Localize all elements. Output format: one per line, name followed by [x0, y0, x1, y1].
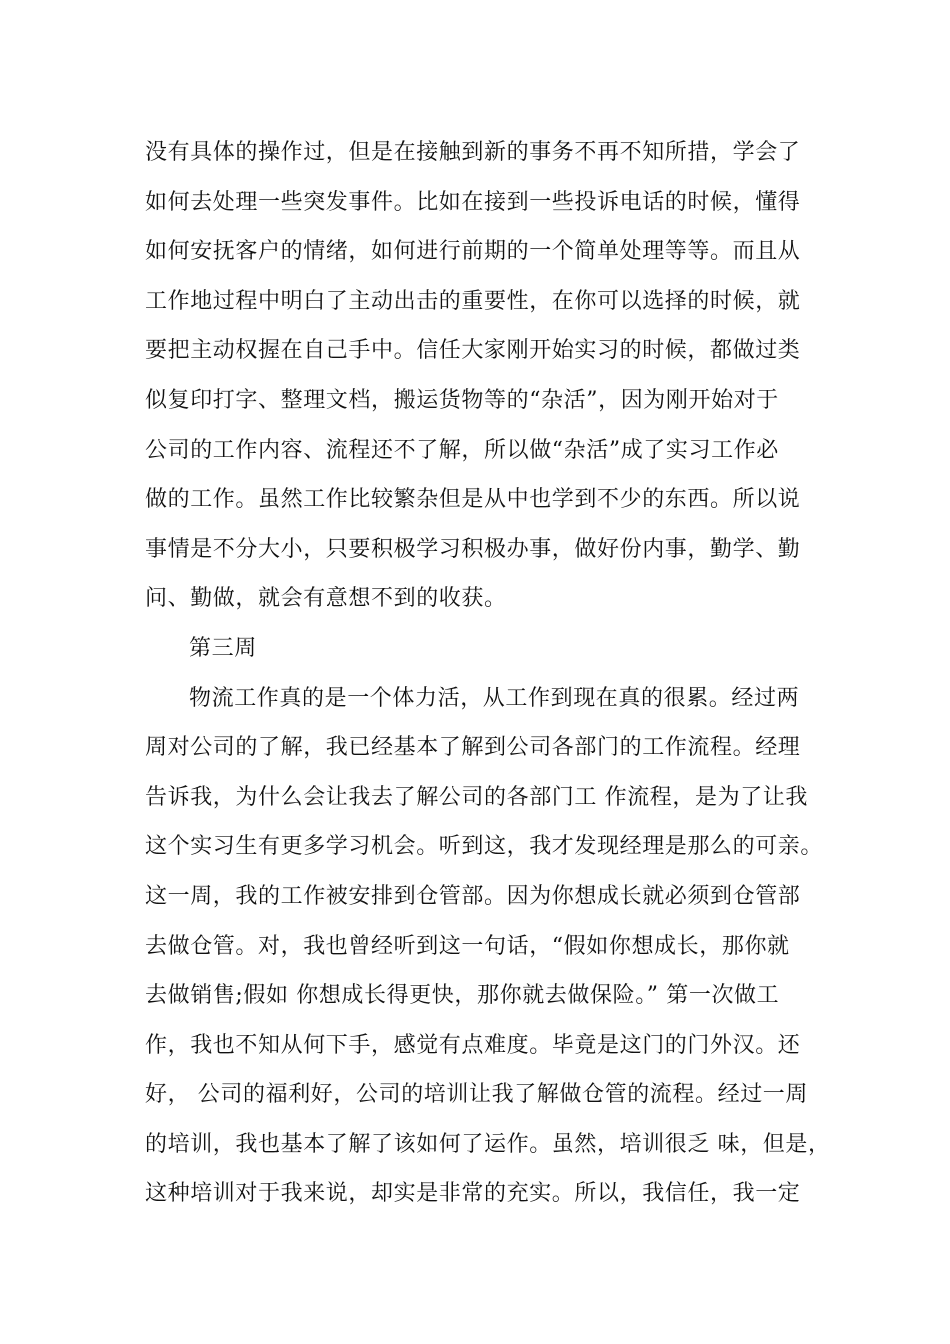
text-line: 的培训，我也基本了解了该如何了运作。虽然，培训很乏 味，但是， — [145, 1131, 831, 1157]
text-line: 如何安抚客户的情绪，如何进行前期的一个简单处理等等。而且从 — [145, 239, 801, 265]
text-line: 事情是不分大小，只要积极学习积极办事，做好份内事，勤学、勤 — [145, 536, 801, 562]
text-line: 做的工作。虽然工作比较繁杂但是从中也学到不少的东西。所以说 — [145, 487, 801, 513]
text-line: 公司的工作内容、流程还不了解，所以做“杂活”成了实习工作必 — [145, 437, 779, 463]
text-line: 这一周，我的工作被安排到仓管部。因为你想成长就必须到仓管部 — [145, 883, 801, 909]
text-line: 要把主动权握在自己手中。信任大家刚开始实习的时候，都做过类 — [145, 338, 801, 364]
paragraph-first-line: 物流工作真的是一个体力活，从工作到现在真的很累。经过两 — [189, 685, 800, 711]
text-line: 工作地过程中明白了主动出击的重要性，在你可以选择的时候，就 — [145, 288, 801, 314]
text-line: 去做销售;假如 你想成长得更快，那你就去做保险。” 第一次做工 — [145, 983, 780, 1009]
text-line: 作，我也不知从何下手，感觉有点难度。毕竟是这门的门外汉。还 — [145, 1032, 801, 1058]
text-line: 这种培训对于我来说，却实是非常的充实。所以，我信任，我一定 — [145, 1181, 801, 1207]
text-line: 如何去处理一些突发事件。比如在接到一些投诉电话的时候，懂得 — [145, 189, 801, 215]
text-line: 好， 公司的福利好，公司的培训让我了解做仓管的流程。经过一周 — [145, 1082, 808, 1108]
section-heading: 第三周 — [189, 635, 257, 661]
text-line: 没有具体的操作过，但是在接触到新的事务不再不知所措，学会了 — [145, 140, 801, 165]
text-line: 似复印打字、整理文档，搬运货物等的“杂活”，因为刚开始对于 — [145, 387, 779, 413]
text-line: 告诉我，为什么会让我去了解公司的各部门工 作流程，是为了让我 — [145, 784, 808, 810]
text-line: 这个实习生有更多学习机会。听到这，我才发现经理是那么的可亲。 — [145, 834, 824, 860]
document-body — [145, 128, 835, 1219]
text-line: 周对公司的了解，我已经基本了解到公司各部门的工作流程。经理 — [145, 735, 801, 761]
text-line: 问、勤做，就会有意想不到的收获。 — [145, 586, 507, 612]
text-line: 去做仓管。对，我也曾经听到这一句话，“假如你想成长，那你就 — [145, 933, 790, 959]
